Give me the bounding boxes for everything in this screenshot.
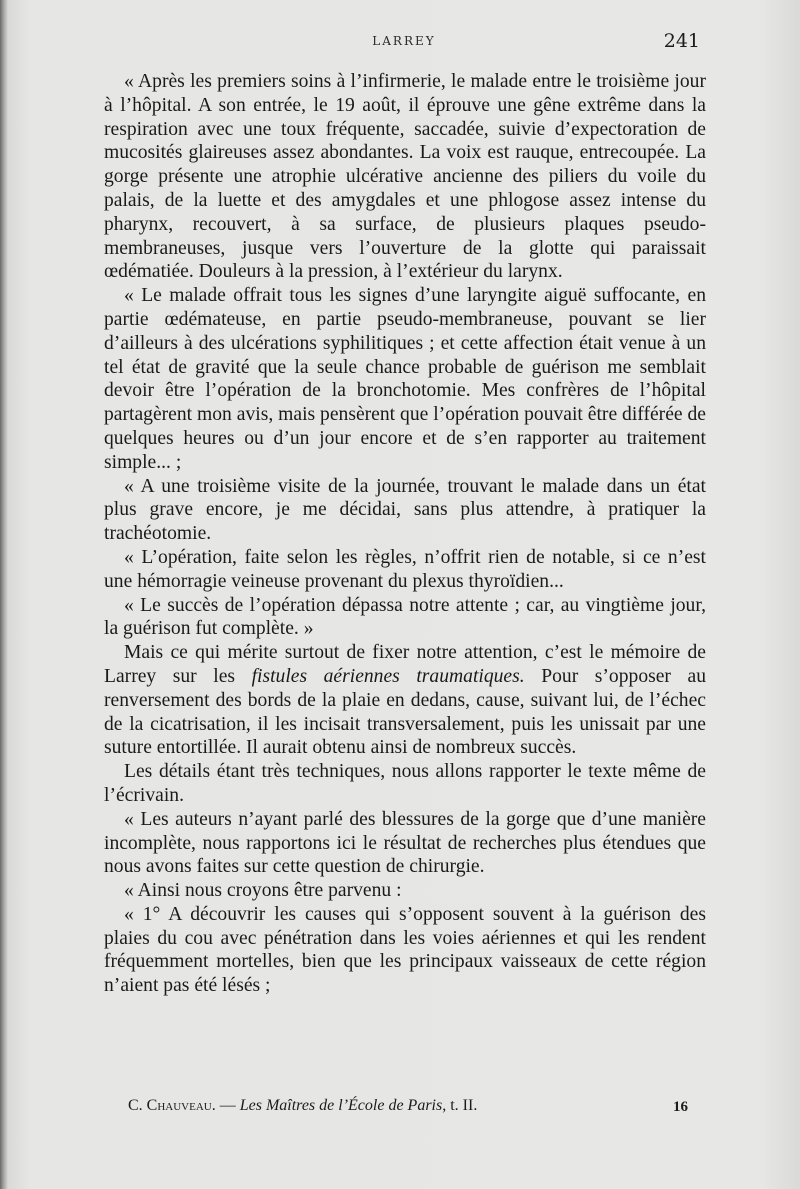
page-header [104,30,704,54]
paragraph-ainsi: « Ainsi nous croyons être parvenu : [124,880,402,902]
paragraph-operation: « L’opération, faite selon les règles, n’offrit rien de notable, si ce n’est une hémorragie veineuse provenant du plexus thyroïdien... [104,546,706,592]
paragraph-authors-quote: « Les auteurs n’ayant parlé des blessures de la gorge que d’une manière incomplète, nous rapportons ici le résultat de recherches plus étendues que nous avons faites sur cette question de chirurgie. [104,808,706,878]
volume-label: , t. II. [442,1097,478,1114]
book-spine-shadow [0,0,8,1189]
page-number: 241 [663,30,700,52]
paragraph-point-one: « 1° A découvrir les causes qui s’opposent souvent à la guérison des plaies du cou avec pénétration dans les voies aériennes et qui les rendent fréquemment mortelles, bien que les principaux vaisseaux de cette région n’aient pas été lésés ; [104,903,706,997]
page-footer [104,1094,706,1120]
body-text [104,70,706,998]
paragraph-laryngitis: « Le malade offrait tous les signes d’une laryngite aiguë suffocante, en partie œdémateuse, en partie pseudo-membraneuse, pouvant se lier d’ailleurs à des ulcérations syphilitiques ; et cette affection était venue à un tel état de gravité que la seule chance probable de guérison me semblait devoir être l’opération de la bronchotomie. Mes confrères de l’hôpital partagèrent mon avis, mais pensèrent que l’opération pouvait être différée de quelques heures ou d’un jour encore et de s’en rapporter au traitement simple... ; [104,285,706,473]
footer-dash: — [215,1097,240,1114]
paragraph-success: « Le succès de l’opération dépassa notre attente ; car, au vingtième jour, la guérison fut complète. » [104,594,706,640]
larrey-italic-title: fistules aériennes traumatiques. [251,665,525,687]
book-title: Les Maîtres de l’École de Paris [239,1097,443,1114]
signature-mark: 16 [673,1099,688,1115]
footer-citation [128,1097,477,1115]
larrey-text-before: Mais ce qui mérite surtout de fixer notre attention, c’est le mémoire de Larrey sur les [104,642,706,687]
author-initial: C. [128,1097,147,1114]
paragraph-technical-details: Les détails étant très techniques, nous allons rapporter le texte même de l’écrivain. [104,761,706,806]
running-head: LARREY [372,34,436,48]
author-name: Chauveau. [146,1097,216,1114]
paragraph-third-visit: « A une troisième visite de la journée, trouvant le malade dans un état plus grave encore, je me décidai, sans plus attendre, à pratiquer la trachéotomie. [104,475,706,545]
larrey-text-after: Pour s’opposer au renversement des bords de la plaie en dedans, cause, suivant lui, de l’échec de la cicatrisation, il les incisait transversalement, puis les unissait par une suture entortillée. Il aurait obtenu ainsi de nombreux succès. [104,665,706,759]
paragraph-admission: « Après les premiers soins à l’infirmerie, le malade entre le troisième jour à l’hôpital. A son entrée, le 19 août, il éprouve une gêne extrême dans la respiration avec une toux fréquente, saccadée, suivie d’expectoration de mucosités glaireuses assez abondantes. La voix est rauque, entrecoupée. La gorge présente une atrophie ulcérative ancienne des piliers du voile du palais, de la luette et des amygdales et une phlogose assez intense du pharynx, recouvert, à sa surface, de plusieurs plaques pseudo-membraneuses, jusque vers l’ouverture de la glotte qui paraissait œdématiée. Douleurs à la pression, à l’extérieur du larynx. [104,71,706,283]
paragraph-larrey-memoir [104,641,706,760]
